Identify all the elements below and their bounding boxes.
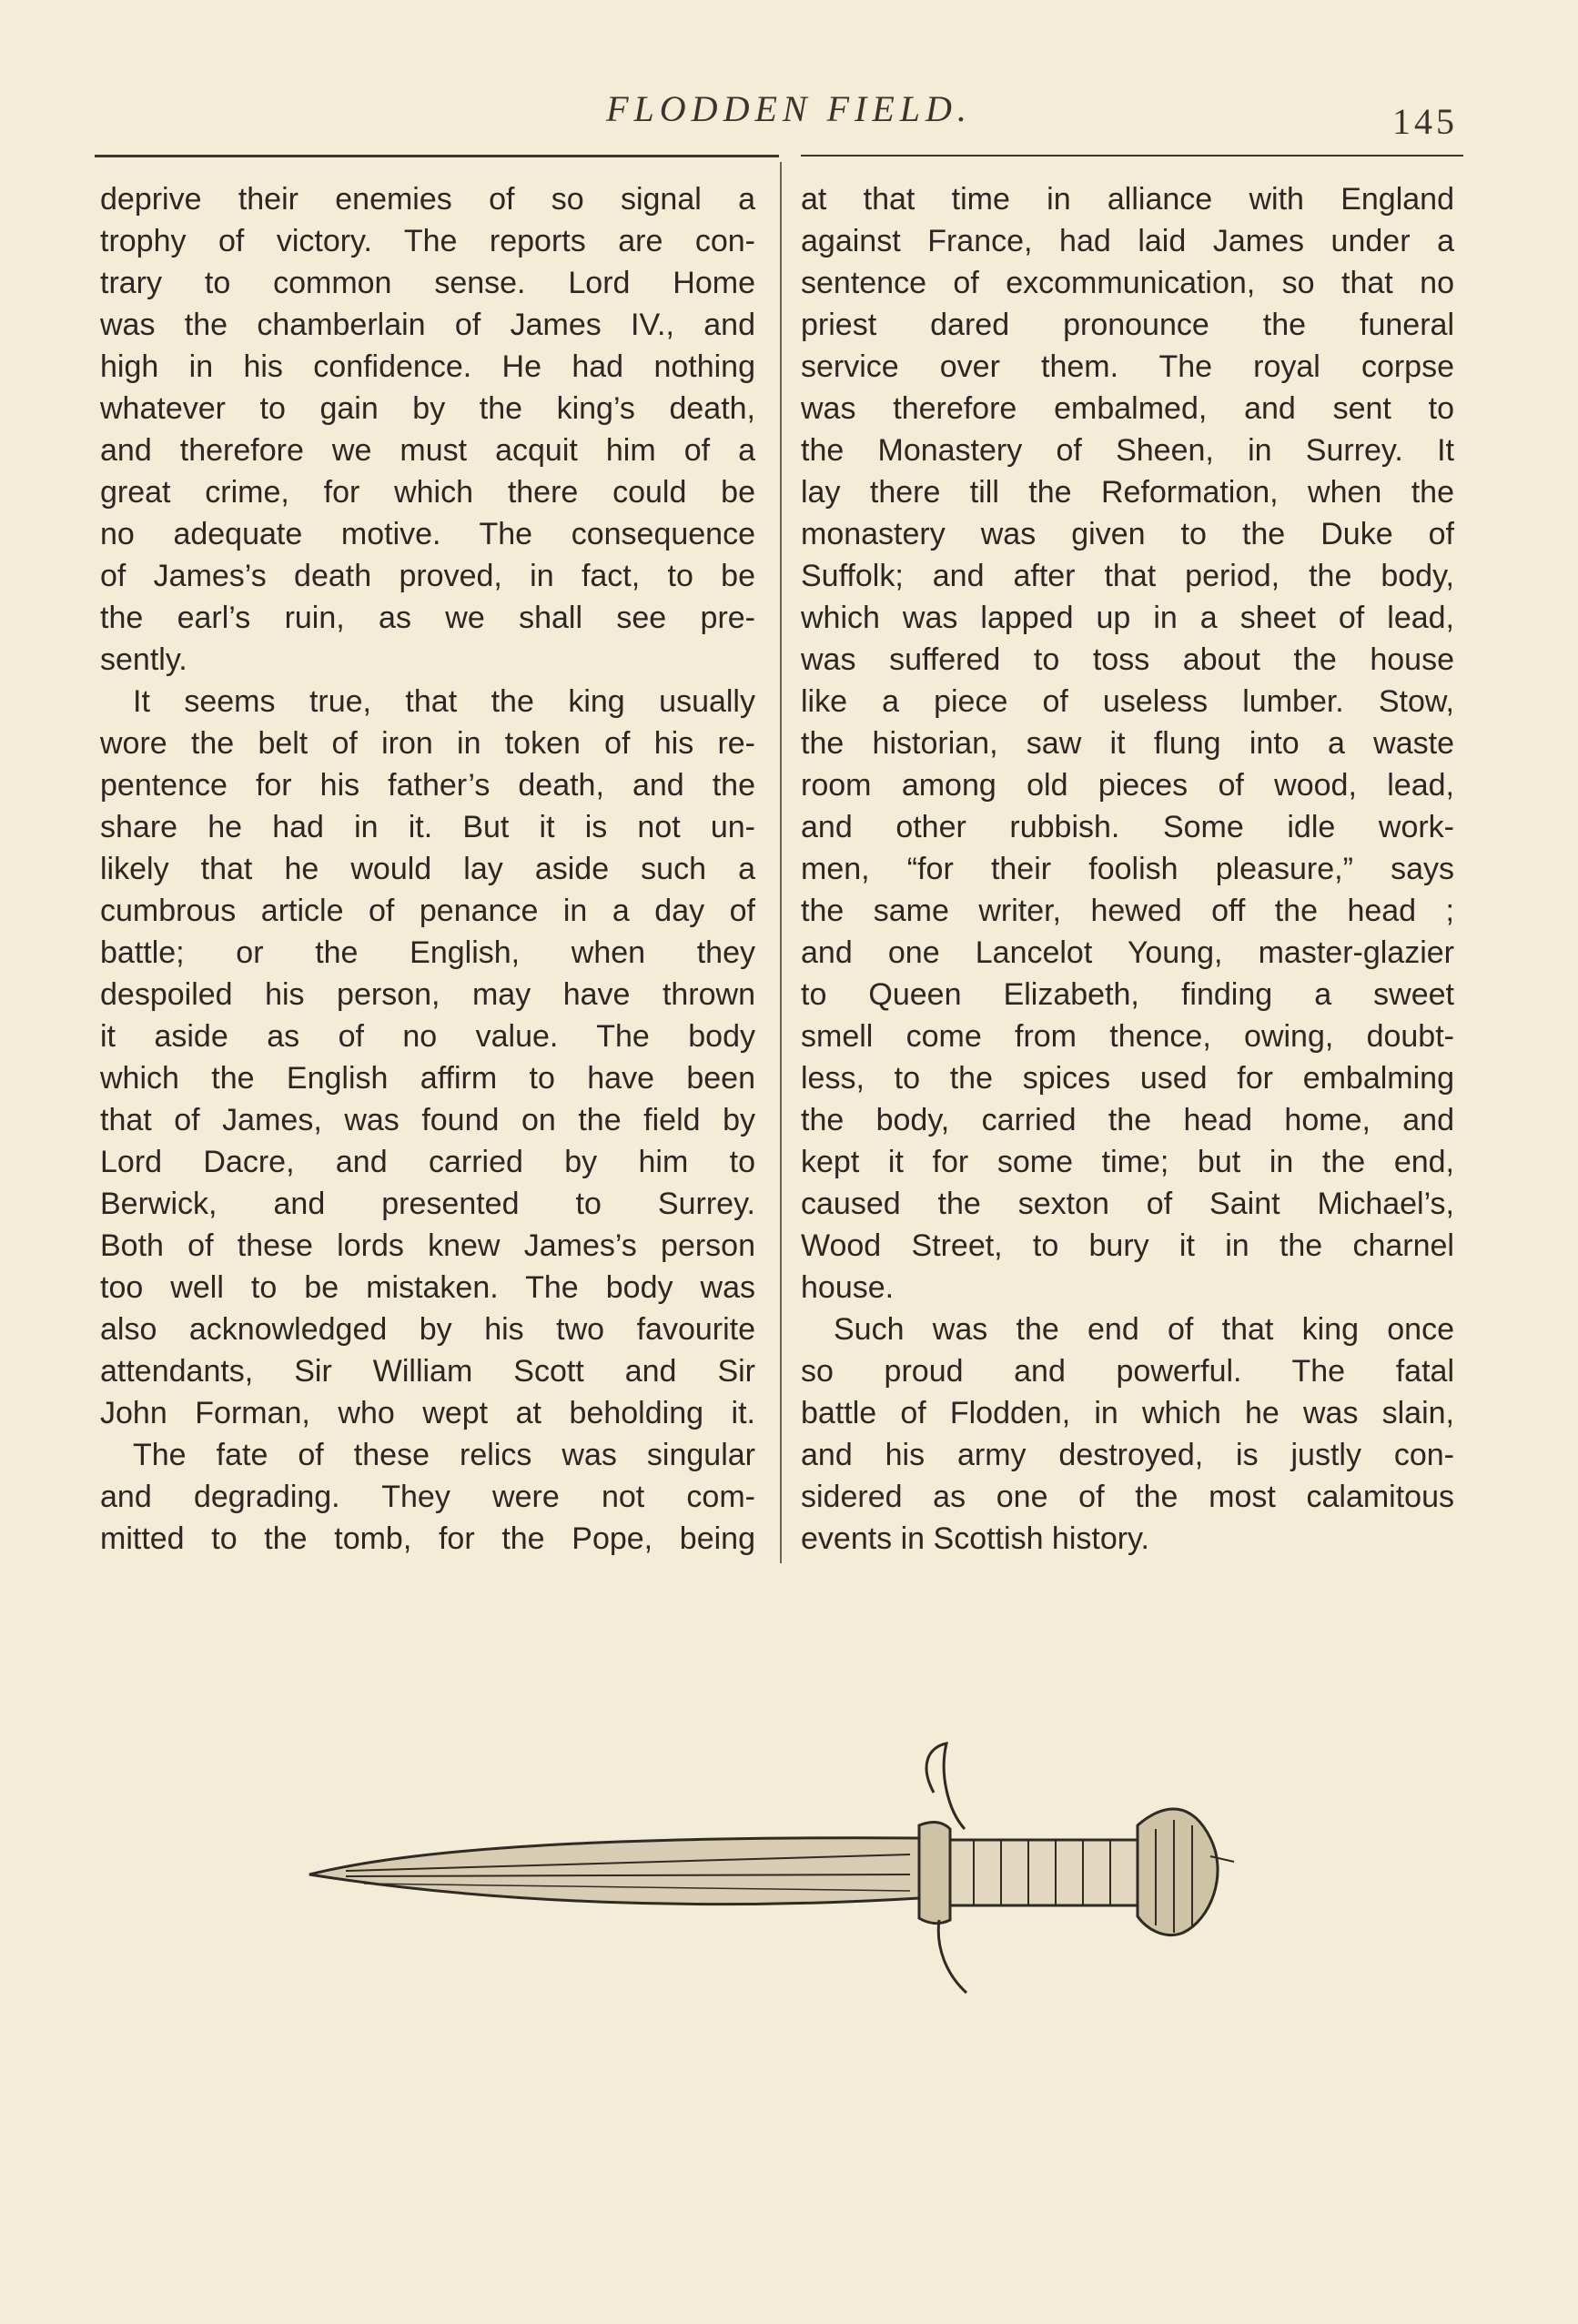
text-line: like a piece of useless lumber. Stow, [801,684,1454,719]
text-line: pentence for his father’s death, and the [100,768,755,803]
text-line: no adequate motive. The consequence [100,517,755,551]
text-line: The fate of these relics was singular [133,1438,755,1472]
page-number: 145 [1392,101,1458,142]
text-line: great crime, for which there could be [100,475,755,510]
text-line: of James’s death proved, in fact, to be [100,559,755,593]
text-line: house. [801,1270,895,1305]
text-line: wore the belt of iron in token of his re- [100,726,755,761]
right-column [801,178,1454,1560]
column-divider [780,162,782,1563]
text-line: and one Lancelot Young, master-glazier [801,935,1454,970]
text-line: the Monastery of Sheen, in Surrey. It [801,433,1454,468]
text-line: and therefore we must acquit him of a [100,433,755,468]
text-line: Such was the end of that king once [834,1312,1454,1347]
text-line: sentence of excommunication, so that no [801,266,1454,300]
text-line: which was lapped up in a sheet of lead, [801,601,1454,635]
text-line: smell come from thence, owing, doubt- [801,1019,1454,1054]
text-line: the historian, saw it flung into a waste [801,726,1454,761]
text-line: against France, had laid James under a [801,224,1454,258]
text-line: and his army destroyed, is justly con- [801,1438,1454,1472]
text-line: likely that he would lay aside such a [100,852,755,886]
text-line: cumbrous article of penance in a day of [100,894,755,928]
text-line: battle; or the English, when they [100,935,755,970]
text-line: room among old pieces of wood, lead, [801,768,1454,803]
header-rule-right [801,155,1463,157]
text-line: too well to be mistaken. The body was [100,1270,755,1305]
text-line: it aside as of no value. The body [100,1019,755,1054]
text-line: Suffolk; and after that period, the body, [801,559,1454,593]
left-column [100,178,755,1560]
text-line: was therefore embalmed, and sent to [801,391,1454,426]
text-line: Lord Dacre, and carried by him to [100,1145,755,1179]
text-line: trary to common sense. Lord Home [100,266,755,300]
text-line: John Forman, who wept at beholding it. [100,1396,755,1430]
dagger-illustration [291,1738,1256,2002]
text-line: battle of Flodden, in which he was slain, [801,1396,1454,1430]
text-line: sently. [100,642,187,677]
text-line: also acknowledged by his two favourite [100,1312,755,1347]
header-rule-left [95,155,779,157]
text-line: the same writer, hewed off the head ; [801,894,1454,928]
text-line: whatever to gain by the king’s death, [100,391,755,426]
text-line: which the English affirm to have been [100,1061,755,1096]
text-line: lay there till the Reformation, when the [801,475,1454,510]
text-line: Wood Street, to bury it in the charnel [801,1228,1454,1263]
text-line: and other rubbish. Some idle work- [801,810,1454,844]
text-line: despoiled his person, may have thrown [100,977,755,1012]
dagger-icon [309,1743,1234,1993]
text-line: at that time in alliance with England [801,182,1454,217]
text-line: Both of these lords knew James’s person [100,1228,755,1263]
text-line: trophy of victory. The reports are con- [100,224,755,258]
text-line: monastery was given to the Duke of [801,517,1454,551]
text-line: caused the sexton of Saint Michael’s, [801,1187,1454,1221]
text-line: priest dared pronounce the funeral [801,308,1454,342]
text-line: share he had in it. But it is not un- [100,810,755,844]
text-line: so proud and powerful. The fatal [801,1354,1454,1389]
text-line: Berwick, and presented to Surrey. [100,1187,755,1221]
text-line: It seems true, that the king usually [133,684,755,719]
text-line: high in his confidence. He had nothing [100,349,755,384]
text-line: events in Scottish history. [801,1521,1149,1556]
text-line: kept it for some time; but in the end, [801,1145,1454,1179]
text-line: men, “for their foolish pleasure,” says [801,852,1454,886]
text-line: to Queen Elizabeth, finding a sweet [801,977,1454,1012]
text-line: and degrading. They were not com- [100,1480,755,1514]
text-line: was suffered to toss about the house [801,642,1454,677]
text-line: attendants, Sir William Scott and Sir [100,1354,755,1389]
text-line: the earl’s ruin, as we shall see pre- [100,601,755,635]
text-line: deprive their enemies of so signal a [100,182,755,217]
text-line: mitted to the tomb, for the Pope, being [100,1521,755,1556]
text-line: service over them. The royal corpse [801,349,1454,384]
running-title: FLODDEN FIELD. [606,88,972,129]
text-line: was the chamberlain of James IV., and [100,308,755,342]
text-line: less, to the spices used for embalming [801,1061,1454,1096]
text-line: the body, carried the head home, and [801,1103,1454,1137]
text-line: sidered as one of the most calamitous [801,1480,1454,1514]
text-line: that of James, was found on the field by [100,1103,755,1137]
